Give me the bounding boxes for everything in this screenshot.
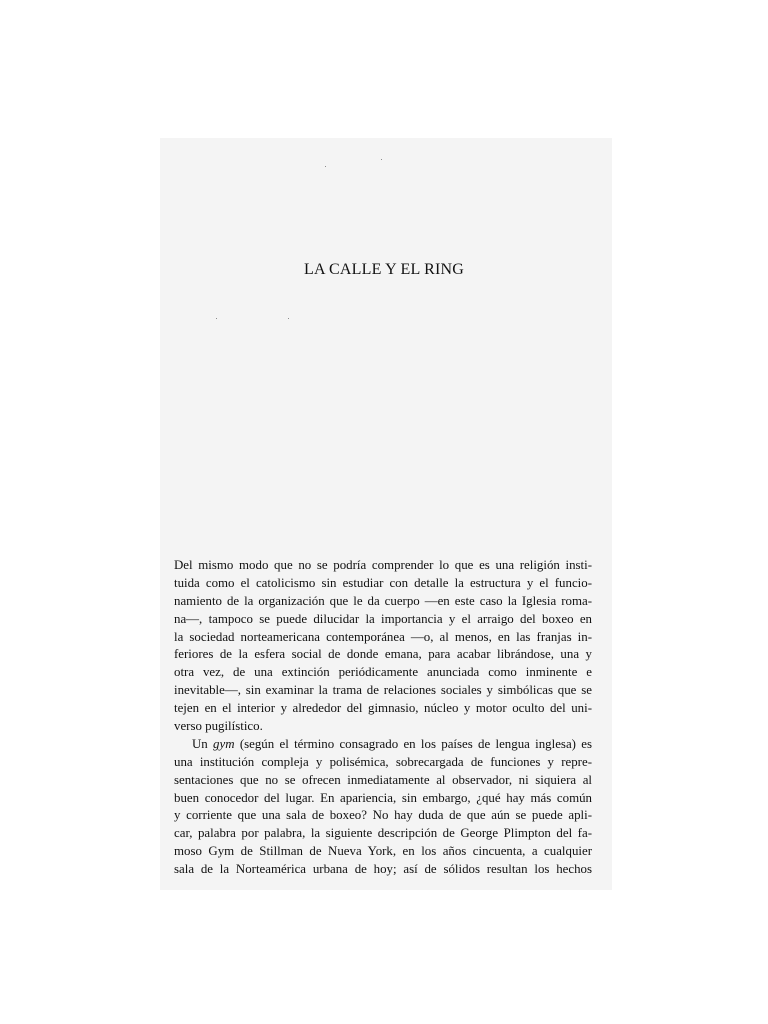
text-line: una institución compleja y polisémica, sobrecargada de funciones y repre- xyxy=(174,754,592,769)
text-line: inevitable—, sin examinar la trama de relaciones sociales y simbólicas que se xyxy=(174,683,592,698)
text-line: verso pugilístico. xyxy=(174,719,263,734)
scan-speck xyxy=(381,159,382,160)
text-line-first xyxy=(174,736,592,754)
text-line: sentaciones que no se ofrecen inmediatamente al observador, ni siquiera al xyxy=(174,772,592,787)
text-line: namiento de la organización que le da cuerpo —en este caso la Iglesia roma- xyxy=(174,593,592,608)
text-line: otra vez, de una extinción periódicamente anunciada como inminente e xyxy=(174,665,592,680)
text-line: car, palabra por palabra, la siguiente descripción de George Plimpton del fa- xyxy=(174,826,592,841)
text-line: feriores de la esfera social de donde emana, para acabar librándose, una y xyxy=(174,647,592,662)
text-run: (según el término consagrado en los países de lengua inglesa) es xyxy=(234,736,592,751)
text-line: moso Gym de Stillman de Nueva York, en los años cincuenta, a cualquier xyxy=(174,844,592,859)
text-line: sala de la Norteamérica urbana de hoy; así de sólidos resultan los hechos xyxy=(174,862,592,877)
paragraph-1 xyxy=(174,557,592,736)
scan-speck xyxy=(325,166,326,167)
body-text xyxy=(174,557,592,879)
text-line: Del mismo modo que no se podría comprender lo que es una religión insti- xyxy=(174,558,592,572)
text-line: y corriente que una sala de boxeo? No hay duda de que aún se puede apli- xyxy=(174,808,592,823)
text-line: tejen en el interior y alrededor del gimnasio, núcleo y motor oculto del uni- xyxy=(174,701,592,716)
scan-speck xyxy=(216,318,217,319)
text-line: tuida como el catolicismo sin estudiar con detalle la estructura y el funcio- xyxy=(174,575,592,590)
text-line: buen conocedor del lugar. En apariencia, sin embargo, ¿qué hay más común xyxy=(174,790,592,805)
paragraph-2 xyxy=(174,736,592,879)
chapter-title: LA CALLE Y EL RING xyxy=(303,261,465,278)
text-line: na—, tampoco se puede dilucidar la importancia y el arraigo del boxeo en xyxy=(174,611,592,626)
text-line: la sociedad norteamericana contemporánea —o, al menos, en las franjas in- xyxy=(174,629,592,644)
italic-term: gym xyxy=(213,736,235,751)
scan-speck xyxy=(288,318,289,319)
text-run: Un xyxy=(192,736,214,751)
